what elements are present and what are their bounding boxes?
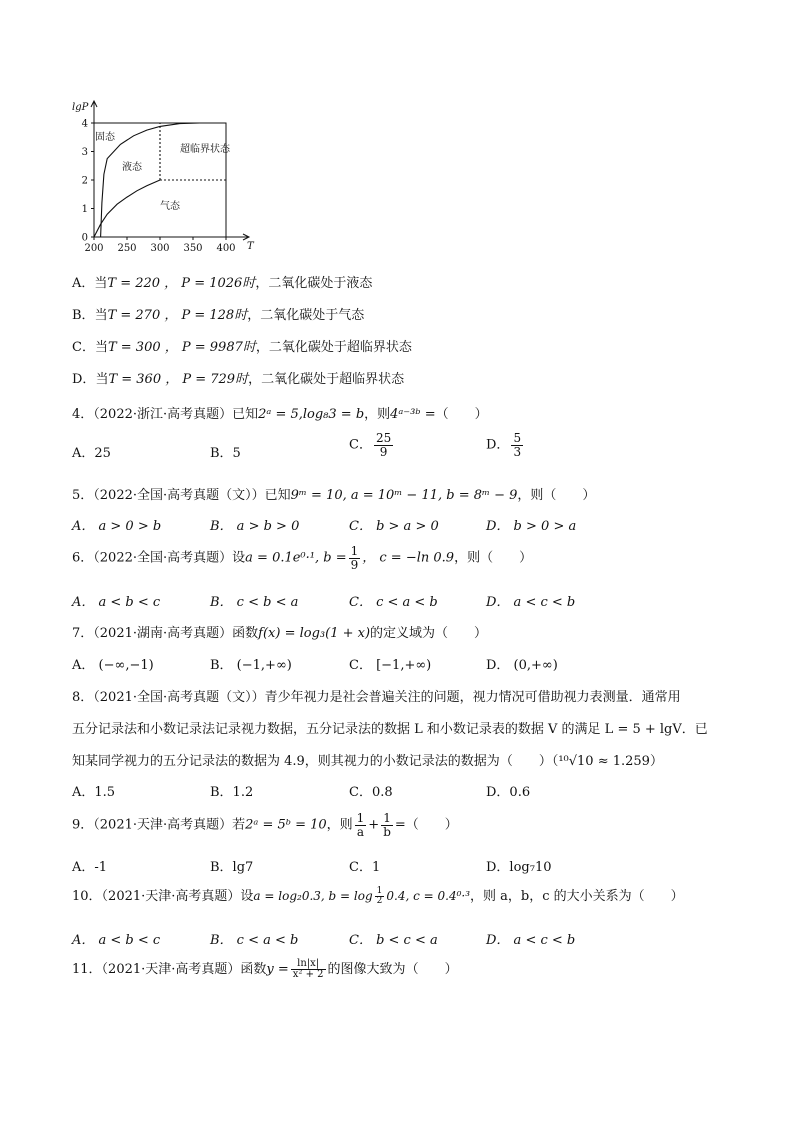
q4-options <box>72 431 732 462</box>
q7-stem: 7．（2021·湖南·高考真题）函数f(x) = log₃(1 + x)的定义域为（ ） <box>72 626 488 641</box>
x-axis-label: T <box>247 241 254 252</box>
phase-diagram-chart <box>70 98 270 260</box>
q10-stem: 10．（2021·天津·高考真题）设a = log₂0.3, b = log $\frac{1}{2}$ 0.4, c = 0.4⁰·³，则 a，b，c 的大小关系为（ ） <box>72 885 684 906</box>
q7-option-a: A． (−∞,−1) <box>72 658 154 673</box>
q8-stem-line3: 知某同学视力的五分记录法的数据为 4.9，则其视力的小数记录法的数据为（ ）（¹⁰√10 ≈ 1.259） <box>72 754 663 769</box>
phase-boundary-line <box>94 180 160 237</box>
q10-option-d: D． a < c < b <box>486 933 576 948</box>
y-tick-label: 4 <box>81 118 88 130</box>
q10-option-c: C． b < c < a <box>349 933 438 948</box>
q5-option-b: B． a > b > 0 <box>210 519 300 534</box>
q7-option-d: D． (0,+∞) <box>486 658 558 673</box>
y-tick-label: 3 <box>81 147 88 158</box>
q6-stem: 6．（2022·全国·高考真题）设a = 0.1e⁰·¹, b = $\frac{1}{9}$ ， c = −ln 0.9，则（ ） <box>72 544 533 572</box>
q9-option-d: D．log₇10 <box>486 860 552 875</box>
q10-options <box>72 929 732 949</box>
x-tick-label: 250 <box>117 243 137 254</box>
region-label: 气态 <box>160 201 180 212</box>
q4-option-d: D． $\frac{5}{3}$ <box>486 431 522 459</box>
q6-option-a: A． a < b < c <box>72 595 161 610</box>
q5-stem: 5．（2022·全国·高考真题（文））已知9ᵐ = 10, a = 10ᵐ − 11, b = 8ᵐ − 9，则（ ） <box>72 488 596 503</box>
q9-stem: 9．（2021·天津·高考真题）若2ᵃ = 5ᵇ = 10，则 $\frac{1}{a}$ + $\frac{1}{b}$ =（ ） <box>72 811 458 839</box>
y-tick-label: 2 <box>81 175 88 187</box>
q9-option-a: A．-1 <box>72 860 108 875</box>
x-tick-label: 300 <box>150 243 170 254</box>
q4-option-a: A．25 <box>72 446 111 461</box>
q8-options <box>72 781 732 801</box>
y-axis-label: lgP <box>72 102 89 113</box>
q7-option-b: B． (−1,+∞) <box>210 658 292 673</box>
region-label: 液态 <box>122 162 142 173</box>
q5-option-d: D． b > 0 > a <box>486 519 577 534</box>
q5-options <box>72 515 732 535</box>
region-label: 超临界状态 <box>180 144 230 155</box>
q3-option-d: D．当T = 360 ， P = 729时，二氧化碳处于超临界状态 <box>72 372 405 387</box>
y-tick-label: 0 <box>81 232 88 244</box>
q8-stem-line1: 8．（2021·全国·高考真题（文））青少年视力是社会普遍关注的问题，视力情况可借助视力表测量．通常用 <box>72 690 681 705</box>
y-tick-label: 1 <box>81 204 88 215</box>
q6-option-b: B． c < b < a <box>210 595 299 610</box>
x-tick-label: 350 <box>183 243 203 254</box>
q8-option-a: A．1.5 <box>72 785 116 800</box>
q9-option-b: B．lg7 <box>210 860 254 875</box>
region-label: 固态 <box>95 132 115 143</box>
q9-option-c: C．1 <box>349 860 381 875</box>
q8-option-b: B．1.2 <box>210 785 254 800</box>
q4-option-c: C． $\frac{25}{9}$ <box>349 431 392 459</box>
q9-options <box>72 856 732 876</box>
q3-option-a: A．当T = 220 ， P = 1026时，二氧化碳处于液态 <box>72 276 373 291</box>
q7-options <box>72 654 732 674</box>
q8-option-d: D．0.6 <box>486 785 531 800</box>
q8-stem-line2: 五分记录法和小数记录法记录视力数据，五分记录法的数据 L 和小数记录表的数据 V 的满足 L = 5 + lgV．已 <box>72 722 708 737</box>
q3-option-b: B．当T = 270 ， P = 128时，二氧化碳处于气态 <box>72 308 365 323</box>
q6-option-d: D． a < c < b <box>486 595 576 610</box>
q4-stem: 4．（2022·浙江·高考真题）已知2ᵃ = 5,log₈3 = b，则4ᵃ⁻³ᵇ =（ ） <box>72 407 488 422</box>
q3-option-c: C．当T = 300 ， P = 9987时，二氧化碳处于超临界状态 <box>72 340 412 355</box>
q10-option-a: A． a < b < c <box>72 933 161 948</box>
q7-option-c: C． [−1,+∞) <box>349 658 432 673</box>
q6-options <box>72 591 732 611</box>
q5-option-c: C． b > a > 0 <box>349 519 439 534</box>
q10-option-b: B． c < a < b <box>210 933 299 948</box>
q11-stem: 11．（2021·天津·高考真题）函数y = $\frac{\ln|x|}{\text{x² + 2}}$ 的图像大致为（ ） <box>72 957 458 980</box>
q8-option-c: C．0.8 <box>349 785 393 800</box>
q5-option-a: A． a > 0 > b <box>72 519 162 534</box>
q4-option-b: B．5 <box>210 446 241 461</box>
x-tick-label: 400 <box>216 243 236 254</box>
x-tick-label: 200 <box>84 243 104 254</box>
q6-option-c: C． c < a < b <box>349 595 438 610</box>
